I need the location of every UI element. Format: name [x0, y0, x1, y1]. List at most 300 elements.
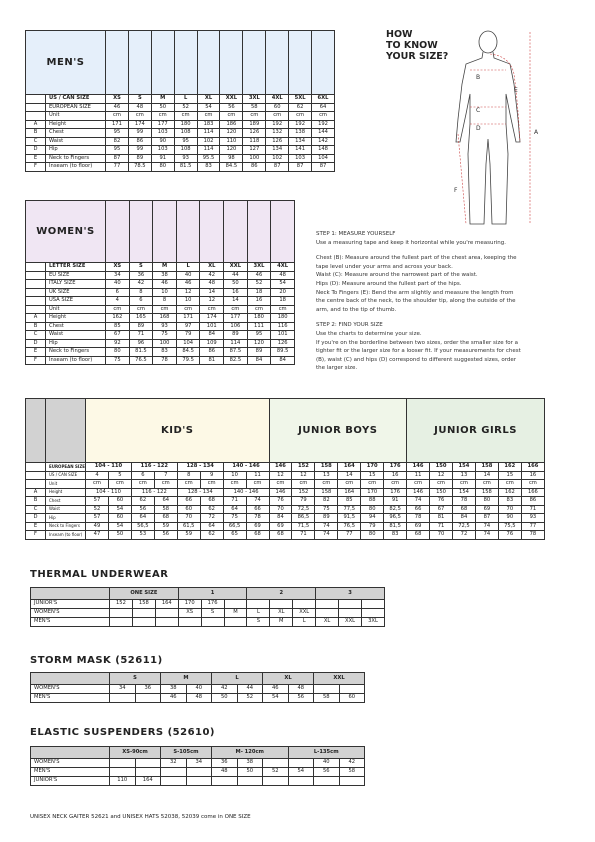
table-cell: 158	[315, 488, 338, 497]
table-cell: 48	[271, 271, 295, 280]
womens-size-table	[25, 200, 295, 365]
table-cell	[161, 777, 187, 786]
table-cell	[270, 600, 293, 609]
table-cell: 166	[521, 488, 544, 497]
row-label: Unit	[46, 112, 106, 121]
table-cell: 83	[153, 348, 177, 357]
table-cell: 152	[110, 600, 133, 609]
table-cell: 62	[200, 531, 223, 540]
table-cell: 60	[266, 103, 289, 112]
table-cell: cm	[200, 480, 223, 489]
table-cell: 174	[200, 314, 224, 323]
table-cell: 64	[154, 497, 177, 506]
size-header: XS	[106, 95, 129, 104]
table-cell: 10	[223, 471, 246, 480]
table-cell: cm	[521, 480, 544, 489]
size-group-header: L-135cm	[288, 747, 365, 759]
row-label: JUNIOR'S	[31, 777, 110, 786]
row-code: A	[26, 314, 46, 323]
table-cell: 46	[106, 103, 129, 112]
table-cell: 54	[288, 768, 314, 777]
row-label: MEN'S	[31, 694, 110, 703]
table-cell	[132, 609, 155, 618]
table-cell: 76	[430, 497, 453, 506]
susp-title: ELASTIC SUSPENDERS (52610)	[30, 727, 216, 738]
table-row	[26, 103, 335, 112]
table-cell: 95	[106, 146, 129, 155]
table-cell: 64	[223, 505, 246, 514]
suspenders-size-table	[30, 746, 365, 786]
table-cell: 8	[153, 297, 177, 306]
table-cell: 11	[407, 471, 430, 480]
table-cell: 89	[224, 331, 248, 340]
table-cell	[263, 759, 289, 768]
table-cell: 58	[314, 694, 340, 703]
size-header: 146	[407, 463, 430, 472]
table-cell: 57	[86, 497, 109, 506]
table-cell: XL	[270, 609, 293, 618]
table-cell: 60	[108, 514, 131, 523]
table-cell: 84	[271, 356, 295, 365]
table-cell: 154	[453, 488, 476, 497]
table-cell: 114	[197, 129, 220, 138]
table-cell: 71,5	[292, 522, 315, 531]
table-cell: 168	[153, 314, 177, 323]
figure-label-a: A	[534, 129, 539, 136]
row-code: D	[26, 146, 46, 155]
table-cell: 49	[86, 522, 109, 531]
size-group-header: 1	[178, 588, 247, 600]
table-cell: 81.5	[129, 348, 153, 357]
table-cell: 18	[247, 288, 271, 297]
table-cell: 78.5	[128, 163, 151, 172]
table-cell: 50	[212, 694, 238, 703]
table-cell: 38	[237, 759, 263, 768]
table-row	[31, 759, 365, 768]
table-cell: M	[270, 618, 293, 627]
size-header: 140 - 146	[223, 463, 269, 472]
table-cell: 110	[110, 777, 136, 786]
table-cell: 71	[223, 497, 246, 506]
table-cell	[186, 768, 212, 777]
size-header: M	[151, 95, 174, 104]
table-cell: 79	[292, 497, 315, 506]
size-header: 146	[269, 463, 292, 472]
table-cell: 82	[315, 497, 338, 506]
table-cell: 34	[110, 685, 136, 694]
table-cell: 174	[128, 120, 151, 129]
table-cell: 118	[243, 137, 266, 146]
table-cell: 50	[108, 531, 131, 540]
table-cell	[201, 618, 224, 627]
table-cell: 88	[361, 497, 384, 506]
table-cell: 74	[475, 531, 498, 540]
table-cell: cm	[475, 480, 498, 489]
table-cell: 99	[128, 146, 151, 155]
size-header: XXL	[220, 95, 243, 104]
table-cell: 79.5	[176, 356, 200, 365]
table-cell: 170	[178, 600, 201, 609]
table-cell: cm	[292, 480, 315, 489]
table-cell: 84	[247, 356, 271, 365]
table-cell	[132, 618, 155, 627]
table-row	[26, 297, 295, 306]
table-cell: 102	[197, 137, 220, 146]
table-cell: 60	[339, 694, 365, 703]
table-cell: 111	[247, 322, 271, 331]
table-cell: 40	[314, 759, 340, 768]
table-cell: cm	[224, 305, 248, 314]
row-code: E	[26, 348, 46, 357]
table-cell: 12	[292, 471, 315, 480]
size-header: 3XL	[247, 263, 271, 272]
figure-label-b: B	[476, 74, 481, 81]
table-cell: 77,5	[338, 505, 361, 514]
table-cell: 76.5	[129, 356, 153, 365]
table-cell: 68	[154, 514, 177, 523]
table-cell: 140 - 146	[223, 488, 269, 497]
instruction-line	[316, 247, 521, 254]
size-group-header: L	[212, 673, 263, 685]
thermal-size-table	[30, 587, 385, 627]
table-cell: 77	[106, 163, 129, 172]
table-row	[26, 137, 335, 146]
size-group-header: XL	[263, 673, 314, 685]
table-cell	[293, 600, 316, 609]
table-row	[26, 288, 295, 297]
table-cell: cm	[271, 305, 295, 314]
table-cell: 14	[475, 471, 498, 480]
table-cell: 69	[246, 522, 269, 531]
table-cell: 70	[430, 531, 453, 540]
table-cell: 84	[269, 514, 292, 523]
figure-label-e: E	[514, 87, 518, 94]
instruction-line: Hips (D): Measure around the fullest part of the hips.	[316, 280, 462, 287]
table-row	[26, 305, 295, 314]
table-cell: cm	[289, 112, 312, 121]
table-cell: 15	[498, 471, 521, 480]
table-cell: 60	[108, 497, 131, 506]
table-row	[26, 331, 295, 340]
table-cell	[288, 777, 314, 786]
row-code	[26, 480, 46, 489]
table-cell: 108	[174, 129, 197, 138]
size-header: S	[128, 95, 151, 104]
row-code	[26, 305, 46, 314]
table-cell: 103	[289, 154, 312, 163]
row-label: WOMEN'S	[31, 685, 110, 694]
table-cell: 71	[430, 522, 453, 531]
table-cell: 56	[131, 505, 154, 514]
table-cell: cm	[430, 480, 453, 489]
table-cell: 15	[361, 471, 384, 480]
table-cell: 93	[521, 514, 544, 523]
table-cell: 87	[312, 163, 335, 172]
table-cell: 84	[200, 331, 224, 340]
table-cell: 52	[247, 280, 271, 289]
table-cell: 42	[129, 280, 153, 289]
table-cell: 134	[289, 137, 312, 146]
table-cell: cm	[131, 480, 154, 489]
table-cell: 54	[108, 522, 131, 531]
table-row	[26, 280, 295, 289]
table-cell: 4	[86, 471, 109, 480]
size-header: 164	[338, 463, 361, 472]
table-cell: 97	[176, 322, 200, 331]
row-code	[26, 288, 46, 297]
table-cell: 158	[475, 488, 498, 497]
table-cell: 48	[200, 280, 224, 289]
table-cell: 192	[289, 120, 312, 129]
table-cell: cm	[197, 112, 220, 121]
size-header: 4XL	[271, 263, 295, 272]
table-cell	[110, 759, 136, 768]
table-cell: 99	[128, 129, 151, 138]
row-label: Height	[46, 314, 106, 323]
table-cell: XL	[316, 618, 339, 627]
table-cell: 164	[155, 600, 178, 609]
table-cell: 192	[312, 120, 335, 129]
row-label: EU SIZE	[46, 271, 106, 280]
table-cell: 16	[384, 471, 407, 480]
table-cell: 42	[339, 759, 365, 768]
table-cell: 180	[174, 120, 197, 129]
table-cell: 186	[220, 120, 243, 129]
size-group-header: XXL	[314, 673, 365, 685]
table-cell: 64	[312, 103, 335, 112]
table-cell: cm	[153, 305, 177, 314]
kids-title: KID'S	[86, 399, 270, 463]
kids-section	[25, 398, 545, 540]
table-cell: cm	[223, 480, 246, 489]
row-label: Height	[46, 120, 106, 129]
row-code: B	[26, 322, 46, 331]
table-cell: 70	[498, 505, 521, 514]
size-header: L	[176, 263, 200, 272]
table-cell: cm	[106, 305, 130, 314]
row-code: D	[26, 339, 46, 348]
table-cell: 14	[338, 471, 361, 480]
table-cell: 93	[174, 154, 197, 163]
table-cell: XXL	[339, 618, 362, 627]
table-cell: 13	[453, 471, 476, 480]
size-header: S	[129, 263, 153, 272]
table-cell: 83	[384, 531, 407, 540]
table-row	[26, 531, 545, 540]
table-cell: 10	[176, 297, 200, 306]
table-cell: 177	[151, 120, 174, 129]
table-cell: cm	[361, 480, 384, 489]
table-cell	[339, 600, 362, 609]
size-header: L	[174, 95, 197, 104]
size-header: 166	[521, 463, 544, 472]
size-header: 154	[453, 463, 476, 472]
size-header: 104 - 110	[86, 463, 132, 472]
row-label: Unit	[46, 480, 86, 489]
table-cell: 109	[200, 339, 224, 348]
row-code: F	[26, 531, 46, 540]
table-cell: 40	[106, 280, 130, 289]
table-row	[26, 112, 335, 121]
table-cell: cm	[174, 112, 197, 121]
table-cell: 165	[129, 314, 153, 323]
table-cell: 148	[312, 146, 335, 155]
table-cell: 62	[131, 497, 154, 506]
table-cell	[288, 759, 314, 768]
table-cell: 104 - 110	[86, 488, 132, 497]
table-cell: 58	[339, 768, 365, 777]
table-cell: 103	[151, 129, 174, 138]
table-cell: 42	[212, 685, 238, 694]
table-cell: 48	[212, 768, 238, 777]
table-cell: 90	[151, 137, 174, 146]
instruction-line: arm, and to the tip of thumb.	[316, 306, 397, 313]
table-cell: 72	[453, 531, 476, 540]
table-row	[26, 514, 545, 523]
table-cell: 70	[177, 514, 200, 523]
row-code	[26, 471, 46, 480]
table-cell: 44	[224, 271, 248, 280]
womens-title: WOMEN'S	[26, 201, 106, 263]
table-cell: 126	[266, 137, 289, 146]
size-header: 170	[361, 463, 384, 472]
table-cell: 75,5	[498, 522, 521, 531]
table-cell	[361, 609, 384, 618]
table-cell: 46	[247, 271, 271, 280]
table-cell: 7	[154, 471, 177, 480]
table-cell: 52	[174, 103, 197, 112]
table-cell: 59	[177, 531, 200, 540]
table-cell: 86,5	[292, 514, 315, 523]
table-cell: 66	[177, 497, 200, 506]
table-cell	[339, 685, 365, 694]
instruction-line: Chest (B): Measure around the fullest part of the chest area, keeping the	[316, 255, 517, 262]
table-cell: 66	[407, 505, 430, 514]
table-row	[31, 609, 385, 618]
table-cell: 66	[246, 505, 269, 514]
table-cell: 189	[243, 120, 266, 129]
table-cell: 104	[312, 154, 335, 163]
table-cell: 106	[224, 322, 248, 331]
size-header: XL	[197, 95, 220, 104]
table-cell: cm	[384, 480, 407, 489]
table-cell: 158	[132, 600, 155, 609]
table-cell: 171	[106, 120, 129, 129]
table-cell: 138	[289, 129, 312, 138]
table-cell: 70	[269, 505, 292, 514]
table-cell: 96,5	[384, 514, 407, 523]
table-cell	[186, 777, 212, 786]
storm-section	[30, 672, 365, 703]
kids-size-label: EUROPEAN SIZE	[46, 463, 86, 472]
table-cell: 87	[266, 163, 289, 172]
table-cell: 61,5	[177, 522, 200, 531]
table-cell: 56	[314, 768, 340, 777]
table-cell: 80	[151, 163, 174, 172]
table-cell: 120	[220, 146, 243, 155]
table-cell: 92	[106, 339, 130, 348]
table-cell	[316, 609, 339, 618]
size-group-header: S-105cm	[161, 747, 212, 759]
table-cell: 56	[220, 103, 243, 112]
table-row	[26, 505, 545, 514]
table-cell	[135, 694, 161, 703]
thermal-title: THERMAL UNDERWEAR	[30, 569, 169, 580]
row-code: C	[26, 137, 46, 146]
row-code: A	[26, 488, 46, 497]
row-code: E	[26, 522, 46, 531]
table-cell	[339, 609, 362, 618]
table-row	[26, 154, 335, 163]
row-label: Waist	[46, 331, 106, 340]
table-cell: cm	[200, 305, 224, 314]
row-label: EUROPEAN SIZE	[46, 103, 106, 112]
row-label: MEN'S	[31, 768, 110, 777]
table-cell: 11	[246, 471, 269, 480]
table-cell: 6	[106, 288, 130, 297]
storm-title: STORM MASK (52611)	[30, 655, 163, 666]
table-cell: 81.5	[174, 163, 197, 172]
table-cell: 87	[475, 514, 498, 523]
table-cell: 96	[129, 339, 153, 348]
table-cell: 89	[129, 322, 153, 331]
table-cell: 64	[131, 514, 154, 523]
table-row	[26, 522, 545, 531]
size-header: 128 - 134	[177, 463, 223, 472]
table-cell: 128 - 134	[177, 488, 223, 497]
table-cell: 87	[106, 154, 129, 163]
table-cell: 74	[407, 497, 430, 506]
table-cell: S	[247, 618, 270, 627]
table-cell: cm	[243, 112, 266, 121]
table-cell: 116	[271, 322, 295, 331]
thermal-section	[30, 587, 385, 627]
table-cell: 50	[237, 768, 263, 777]
row-label: Chest	[46, 322, 106, 331]
table-cell: 80	[361, 505, 384, 514]
table-cell: 74	[315, 522, 338, 531]
table-cell: 60	[177, 505, 200, 514]
row-label: MEN'S	[31, 618, 110, 627]
table-cell: 13	[315, 471, 338, 480]
row-code: A	[26, 120, 46, 129]
instruction-line: tape level under your arms and across your back.	[316, 263, 453, 270]
row-label: JUNIOR'S	[31, 600, 110, 609]
table-cell: 54	[197, 103, 220, 112]
size-group-header: XS-90cm	[110, 747, 161, 759]
table-cell: 108	[174, 146, 197, 155]
size-group-header: 3	[316, 588, 385, 600]
table-cell: 162	[106, 314, 130, 323]
size-header: 3XL	[243, 95, 266, 104]
table-cell: 64	[200, 522, 223, 531]
table-row	[31, 600, 385, 609]
instruction-line: STEP 1: MEASURE YOURSELF	[316, 231, 396, 237]
table-cell	[178, 618, 201, 627]
table-cell: 75	[153, 331, 177, 340]
table-cell	[110, 618, 133, 627]
table-cell: cm	[86, 480, 109, 489]
table-cell: 12	[269, 471, 292, 480]
table-row	[26, 314, 295, 323]
size-group-header: M	[161, 673, 212, 685]
table-cell: 66,5	[223, 522, 246, 531]
row-label: Hip	[46, 146, 106, 155]
table-row	[26, 339, 295, 348]
table-cell: 104	[176, 339, 200, 348]
table-row	[31, 777, 365, 786]
table-cell: L	[293, 618, 316, 627]
